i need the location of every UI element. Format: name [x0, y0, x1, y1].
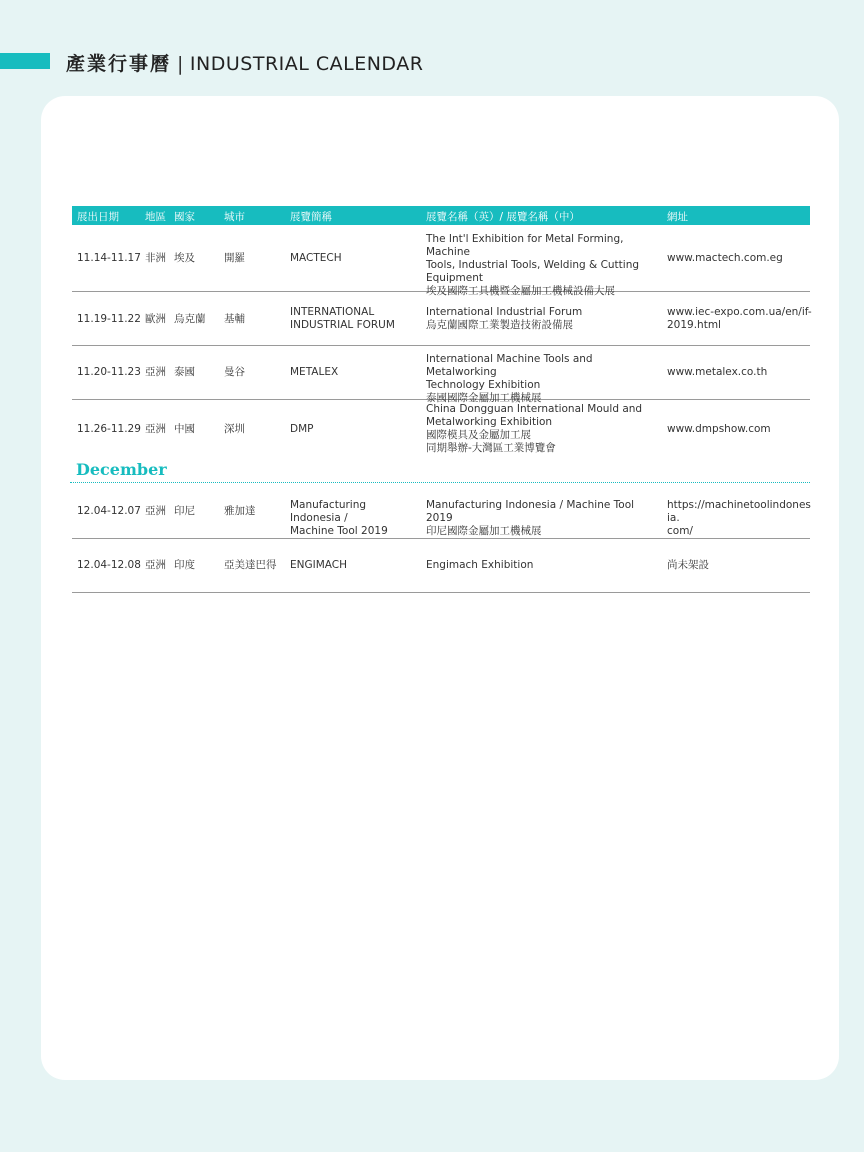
row-date: 11.14-11.17	[77, 252, 141, 264]
col-header-city: 城市	[224, 211, 245, 223]
page-title	[66, 49, 423, 76]
row-country: 埃及	[174, 252, 195, 264]
row-country: 烏克蘭	[174, 313, 206, 325]
full-name-line: International Industrial Forum	[426, 306, 583, 318]
row-city: 基輔	[224, 313, 245, 325]
row-city: 深圳	[224, 423, 245, 435]
table-header	[72, 206, 810, 225]
row-date: 11.20-11.23	[77, 366, 141, 378]
url-line: 2019.html	[667, 319, 721, 331]
month-divider	[70, 482, 810, 483]
row-short-name: METALEX	[290, 366, 339, 378]
row-country: 印尼	[174, 505, 195, 517]
full-name-line: 國際模具及金屬加工展	[426, 429, 531, 441]
row-city: 開羅	[224, 252, 245, 264]
row-region: 非洲	[145, 252, 166, 264]
full-name-line: Engimach Exhibition	[426, 559, 534, 571]
full-name-line: 印尼國際金屬加工機械展	[426, 525, 542, 537]
col-header-region: 地區	[145, 211, 166, 223]
month-heading-december: December	[76, 460, 167, 479]
col-header-date: 展出日期	[77, 211, 119, 223]
row-short-name	[290, 499, 420, 538]
full-name-line: China Dongguan International Mould and	[426, 403, 643, 415]
row-region: 亞洲	[145, 559, 166, 571]
row-city: 曼谷	[224, 366, 245, 378]
row-short-name	[290, 306, 420, 332]
row-country: 中國	[174, 423, 195, 435]
row-url-link[interactable]	[667, 499, 812, 538]
row-region: 亞洲	[145, 423, 166, 435]
table-row	[72, 225, 810, 297]
full-name-line: Manufacturing Indonesia / Machine Tool 2019	[426, 499, 635, 524]
full-name-line: Metalworking Exhibition	[426, 416, 553, 428]
row-url-status: 尚未架設	[667, 559, 709, 571]
row-url-link[interactable]: www.mactech.com.eg	[667, 252, 783, 264]
header-accent-bar	[0, 53, 50, 69]
short-name-line: Manufacturing Indonesia /	[290, 499, 367, 524]
row-region: 歐洲	[145, 313, 166, 325]
row-date: 12.04-12.07	[77, 505, 141, 517]
row-url-link[interactable]: www.dmpshow.com	[667, 423, 771, 435]
col-header-short-name: 展覽簡稱	[290, 211, 332, 223]
row-short-name: MACTECH	[290, 252, 342, 264]
url-line: www.iec-expo.com.ua/en/if-	[667, 306, 812, 318]
url-line: https://machinetoolindonesia.	[667, 499, 811, 524]
row-city: 亞美達巴得	[224, 559, 277, 571]
row-country: 泰國	[174, 366, 195, 378]
short-name-line: INTERNATIONAL	[290, 306, 375, 318]
row-city: 雅加達	[224, 505, 256, 517]
row-short-name: DMP	[290, 423, 314, 435]
full-name-line: Tools, Industrial Tools, Welding & Cutting	[426, 259, 640, 271]
row-full-name	[426, 353, 654, 405]
full-name-line: The Int'l Exhibition for Metal Forming, Machine	[426, 233, 624, 258]
col-header-full-name: 展覽名稱（英）/ 展覽名稱（中）	[426, 211, 580, 223]
row-full-name	[426, 403, 654, 455]
table-row	[72, 485, 810, 539]
table-row	[72, 400, 810, 456]
row-region: 亞洲	[145, 505, 166, 517]
row-country: 印度	[174, 559, 195, 571]
full-name-line: International Machine Tools and Metalworking	[426, 353, 593, 378]
row-date: 12.04-12.08	[77, 559, 141, 571]
row-full-name	[426, 306, 654, 332]
url-line: com/	[667, 525, 693, 537]
full-name-line: 烏克蘭國際工業製造技術設備展	[426, 319, 573, 331]
col-header-url: 網址	[667, 211, 688, 223]
row-url-link[interactable]	[667, 306, 812, 332]
col-header-country: 國家	[174, 211, 195, 223]
title-separator: |	[177, 53, 184, 75]
row-url-link[interactable]: www.metalex.co.th	[667, 366, 768, 378]
full-name-line: 泰國國際金屬加工機械展	[426, 392, 542, 404]
short-name-line: INDUSTRIAL FORUM	[290, 319, 395, 331]
row-full-name	[426, 233, 654, 298]
table-row	[72, 292, 810, 346]
table-row	[72, 346, 810, 404]
short-name-line: Machine Tool 2019	[290, 525, 388, 537]
row-date: 11.19-11.22	[77, 313, 141, 325]
calendar-table-december	[72, 485, 810, 593]
page-title-zh: 產業行事曆	[66, 53, 172, 75]
table-row	[72, 539, 810, 593]
full-name-line: 埃及國際工具機暨金屬加工機械設備大展	[426, 285, 615, 297]
row-full-name	[426, 559, 654, 572]
full-name-line: 同期舉辦-大灣區工業博覽會	[426, 442, 556, 454]
calendar-table	[72, 206, 810, 456]
page-title-en: INDUSTRIAL CALENDAR	[189, 53, 424, 75]
row-short-name: ENGIMACH	[290, 559, 348, 571]
row-date: 11.26-11.29	[77, 423, 141, 435]
row-full-name	[426, 499, 654, 538]
full-name-line: Technology Exhibition	[426, 379, 541, 391]
row-region: 亞洲	[145, 366, 166, 378]
full-name-line: Equipment	[426, 272, 483, 284]
